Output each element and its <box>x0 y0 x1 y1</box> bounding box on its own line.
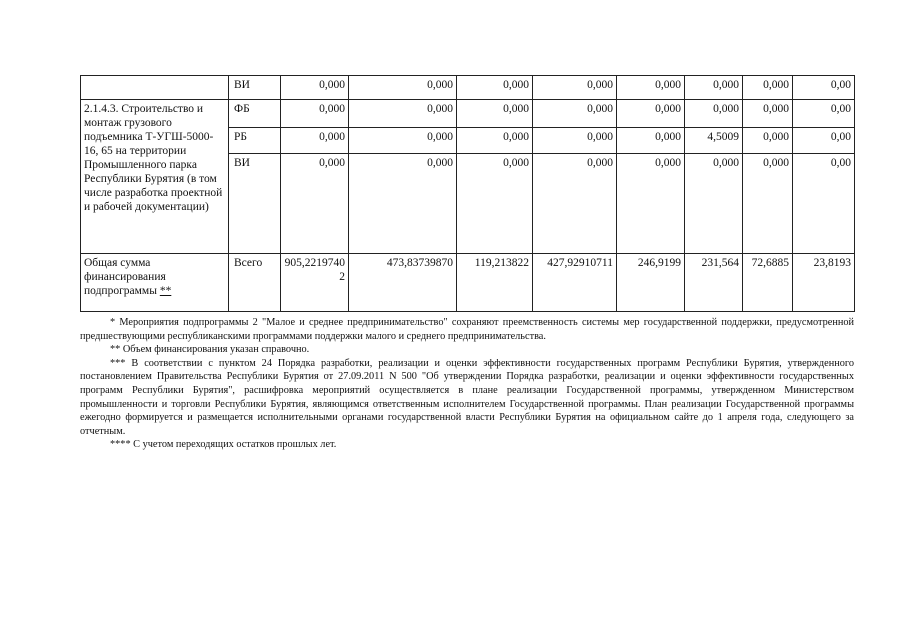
amount-cell: 0,000 <box>685 76 743 100</box>
amount-cell: 0,000 <box>349 154 457 254</box>
funding-source-cell: ФБ <box>229 100 281 128</box>
amount-cell: 0,000 <box>533 76 617 100</box>
amount-cell: 0,000 <box>349 100 457 128</box>
amount-cell: 0,000 <box>743 100 793 128</box>
amount-cell: 905,22197402 <box>281 254 349 312</box>
footnote: *** В соответствии с пунктом 24 Порядка разработки, реализации и оценки эффективности государственных программ Республики Бурятия, утвержденного постановлением Правительства Республики Бурятия от 27.09.2011 N 500 "Об утверждении Порядка разработки, реализации и оценки эффективности государственных программ Республики Бурятия", расшифровка мероприятий осуществляется в плане реализации Государственной программы, утвержденном Министерством промышленности и торговли Республики Бурятия, являющимся ответственным исполнителем Государственной программы. План реализации Государственной программы ежегодно формируется и размещается исполнительными органами государственной власти Республики Бурятия на официальном сайте до 1 апреля года, следующего за отчетным. <box>80 357 854 437</box>
amount-cell: 0,000 <box>457 100 533 128</box>
amount-cell: 0,000 <box>617 154 685 254</box>
amount-cell: 0,000 <box>281 154 349 254</box>
activity-name-cell <box>81 76 229 100</box>
amount-cell: 0,00 <box>793 76 855 100</box>
activity-name: 2.1.4.3. Строительство и монтаж грузового подъемника Т-УГШ-5000-16, 65 на территории Промышленного парка Республики Бурятия (в том числе разработка проектной и рабочей документации) <box>84 103 223 213</box>
amount-cell: 23,8193 <box>793 254 855 312</box>
amount-cell: 0,000 <box>457 154 533 254</box>
amount-cell: 427,92910711 <box>533 254 617 312</box>
funding-source-cell: ВИ <box>229 76 281 100</box>
amount-cell: 0,000 <box>281 100 349 128</box>
amount-cell: 0,000 <box>533 128 617 154</box>
amount-cell: 231,564 <box>685 254 743 312</box>
footnote: ** Объем финансирования указан справочно. <box>110 344 310 356</box>
amount-cell: 72,6885 <box>743 254 793 312</box>
amount-cell: 0,00 <box>793 128 855 154</box>
amount-cell: 4,5009 <box>685 128 743 154</box>
amount-cell: 0,000 <box>281 76 349 100</box>
amount-cell: 0,000 <box>617 128 685 154</box>
table-row <box>81 100 855 128</box>
table-row <box>81 254 855 312</box>
amount-cell: 0,000 <box>349 76 457 100</box>
amount-cell: 0,000 <box>457 76 533 100</box>
amount-cell: 0,000 <box>617 100 685 128</box>
footnote: **** С учетом переходящих остатков прошлых лет. <box>110 439 337 451</box>
activity-name-cell <box>81 254 229 312</box>
document-page <box>80 75 854 452</box>
amount-cell: 0,000 <box>617 76 685 100</box>
amount-cell: 0,000 <box>533 154 617 254</box>
table-row <box>81 76 855 100</box>
footnote-link[interactable]: ** <box>159 285 172 297</box>
financing-table <box>80 75 855 312</box>
amount-cell: 0,000 <box>685 100 743 128</box>
amount-cell: 0,000 <box>349 128 457 154</box>
amount-cell: 473,83739870 <box>349 254 457 312</box>
table-body <box>81 76 855 312</box>
activity-name: Общая сумма финансирования подпрограммы <box>84 257 166 297</box>
activity-name-cell <box>81 100 229 254</box>
amount-cell: 246,9199 <box>617 254 685 312</box>
amount-cell: 0,000 <box>743 76 793 100</box>
footnote: * Мероприятия подпрограммы 2 "Малое и среднее предпринимательство" сохраняют преемственность системы мер государственной поддержки, предусмотренной предшествующими республиканскими программами поддержки малого и среднего предпринимательства. <box>80 317 854 342</box>
amount-cell: 0,000 <box>457 128 533 154</box>
funding-source-cell: Всего <box>229 254 281 312</box>
amount-cell: 0,000 <box>743 128 793 154</box>
amount-cell: 0,00 <box>793 154 855 254</box>
funding-source-cell: ВИ <box>229 154 281 254</box>
footnotes <box>80 316 854 452</box>
amount-cell: 0,000 <box>281 128 349 154</box>
amount-cell: 0,000 <box>533 100 617 128</box>
funding-source-cell: РБ <box>229 128 281 154</box>
amount-cell: 0,000 <box>743 154 793 254</box>
amount-cell: 119,213822 <box>457 254 533 312</box>
amount-cell: 0,00 <box>793 100 855 128</box>
amount-cell: 0,000 <box>685 154 743 254</box>
